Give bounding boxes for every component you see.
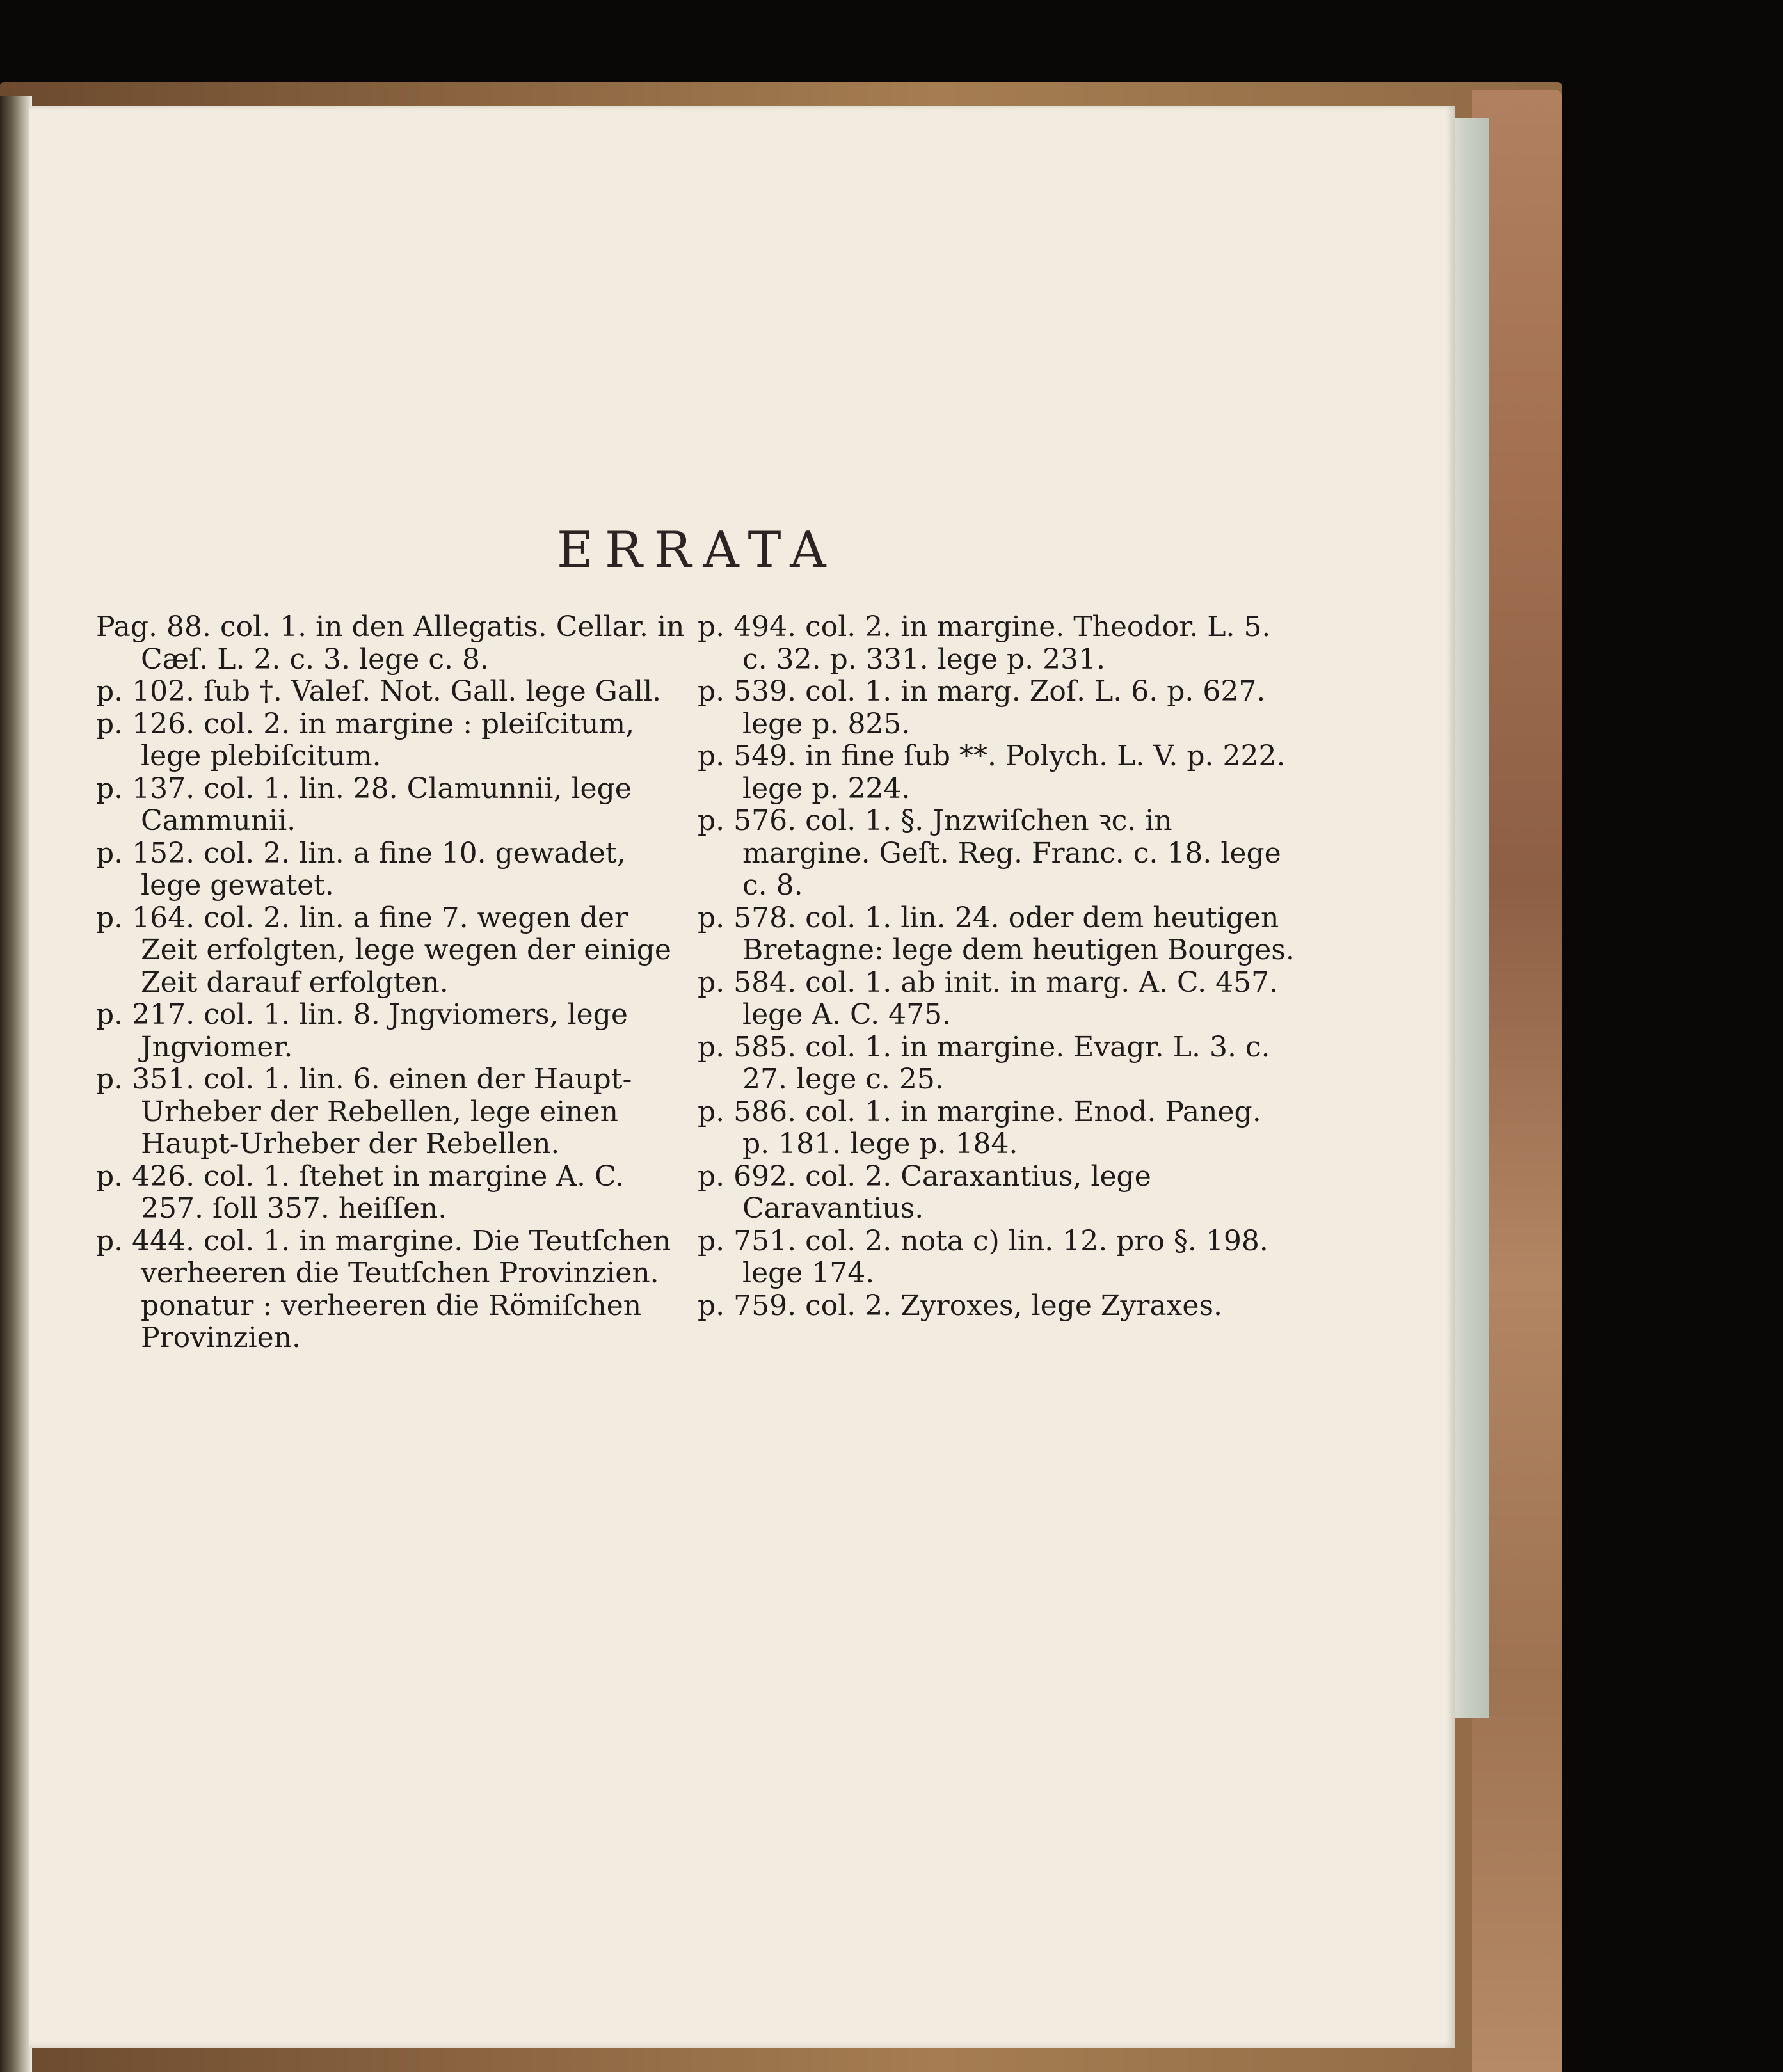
- page-edges: [1451, 118, 1489, 1718]
- erratum-entry: p. 692. col. 2. Caraxantius, lege Caravantius.: [698, 1160, 1151, 1225]
- erratum-entry: p. 137. col. 1. lin. 28. Clamunnii, lege Cammunii.: [96, 772, 632, 837]
- erratum-entry: p. 585. col. 1. in margine. Evagr. L. 3. c. 27. lege c. 25.: [698, 1030, 1270, 1096]
- erratum-entry: p. 102. ſub †. Valeſ. Not. Gall. lege Gall.: [96, 675, 662, 708]
- erratum-entry: p. 152. col. 2. lin. a fine 10. gewadet, lege gewatet.: [96, 836, 626, 902]
- erratum-entry: p. 759. col. 2. Zyroxes, lege Zyraxes.: [698, 1289, 1223, 1322]
- erratum-entry: p. 494. col. 2. in margine. Theodor. L. 5. c. 32. p. 331. lege p. 231.: [698, 610, 1271, 676]
- erratum-entry: p. 164. col. 2. lin. a fine 7. wegen der Zeit erfolgten, lege wegen der einige Zeit darauf erfolgten.: [96, 901, 671, 999]
- erratum-entry: p. 539. col. 1. in marg. Zoſ. L. 6. p. 627. lege p. 825.: [698, 675, 1266, 740]
- erratum-entry: p. 584. col. 1. ab init. in marg. A. C. 457. lege A. C. 475.: [698, 966, 1279, 1031]
- book-spine: [0, 96, 32, 2072]
- erratum-entry: p. 576. col. 1. §. Jnzwiſchen ꝛc. in margine. Geſt. Reg. Franc. c. 18. lege c. 8.: [698, 804, 1281, 902]
- erratum-entry: p. 351. col. 1. lin. 6. einen der Haupt-Urheber der Rebellen, lege einen Haupt-Urheber der Rebellen.: [96, 1063, 632, 1160]
- errata-left-column: [96, 611, 691, 1355]
- errata-right-column: [698, 611, 1296, 1322]
- erratum-entry: p. 426. col. 1. ſtehet in margine A. C. 257. ſoll 357. heiſſen.: [96, 1160, 625, 1225]
- erratum-entry: p. 578. col. 1. lin. 24. oder dem heutigen Bretagne: lege dem heutigen Bourges.: [698, 901, 1295, 966]
- erratum-entry: p. 751. col. 2. nota c) lin. 12. pro §. 198. lege 174.: [698, 1224, 1268, 1289]
- erratum-entry: p. 217. col. 1. lin. 8. Jngviomers, lege Jngviomer.: [96, 998, 628, 1064]
- erratum-entry: Pag. 88. col. 1. in den Allegatis. Cellar. in Cæſ. L. 2. c. 3. lege c. 8.: [96, 610, 685, 676]
- erratum-entry: p. 549. in fine ſub **. Polych. L. V. p. 222. lege p. 224.: [698, 740, 1286, 805]
- erratum-entry: p. 586. col. 1. in margine. Enod. Paneg. p. 181. lege p. 184.: [698, 1095, 1261, 1160]
- page-title: ERRATA: [557, 522, 838, 579]
- erratum-entry: p. 444. col. 1. in margine. Die Teutſchen verheeren die Teutſchen Provinzien. ponatur : verheeren die Römiſchen Provinzien.: [96, 1224, 671, 1354]
- erratum-entry: p. 126. col. 2. in margine : pleiſcitum, lege plebiſcitum.: [96, 707, 635, 772]
